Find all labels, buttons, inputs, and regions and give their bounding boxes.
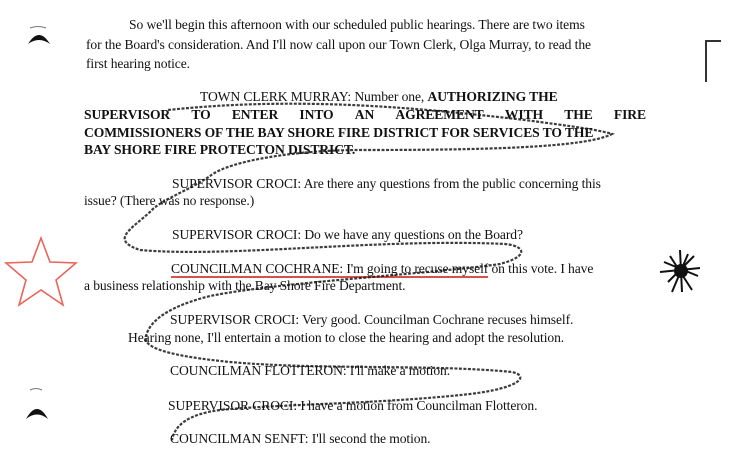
notice-word: INTO (299, 107, 334, 122)
cochrane-line-1 (171, 261, 593, 276)
clerk-line-3: COMMISSIONERS OF THE BAY SHORE FIRE DISTRICT FOR SERVICES TO THE (84, 125, 594, 140)
notice-word: FIRE (613, 107, 646, 122)
croci-line-3b: Hearing none, I'll entertain a motion to close the hearing and adopt the resolution. (128, 330, 565, 345)
star-icon (6, 238, 76, 305)
croci-line-1a: SUPERVISOR CROCI: Are there any questions from the public concerning this (172, 176, 601, 191)
croci-line-1b: issue? (There was no response.) (84, 193, 255, 208)
margin-bracket (705, 40, 721, 82)
notice-word: AGREEMENT (395, 107, 484, 122)
notice-word: WITH (504, 107, 544, 122)
notice-word: ENTER (231, 107, 279, 122)
hole-punch-icon (24, 385, 50, 425)
clerk-speaker: TOWN CLERK MURRAY: Number one, (200, 89, 428, 104)
notice-word: TO (191, 107, 211, 122)
croci-line-4: SUPERVISOR CROCI: I have a motion from Councilman Flotteron. (168, 398, 538, 413)
intro-line-1: So we'll begin this afternoon with our scheduled public hearings. There are two items (129, 17, 585, 32)
cochrane-underlined: COUNCILMAN COCHRANE: I'm going to recuse myself (171, 261, 489, 276)
croci-line-3a: SUPERVISOR CROCI: Very good. Councilman Cochrane recuses himself. (170, 312, 574, 327)
notice-word: AN (354, 107, 375, 122)
clerk-line-2 (84, 107, 646, 122)
notice-word: SUPERVISOR (84, 107, 171, 122)
scribble-burst-icon (660, 250, 700, 292)
croci-line-2: SUPERVISOR CROCI: Do we have any questions on the Board? (172, 227, 523, 242)
senft-line: COUNCILMAN SENFT: I'll second the motion. (170, 431, 431, 446)
notice-word: THE (564, 107, 593, 122)
cochrane-rest: on this vote. I have (488, 261, 594, 276)
clerk-notice-title: AUTHORIZING THE (427, 89, 558, 104)
clerk-line-1 (200, 89, 558, 104)
intro-line-2: for the Board's consideration. And I'll now call upon our Town Clerk, Olga Murray, to read the (86, 37, 591, 52)
intro-line-3: first hearing notice. (86, 56, 190, 71)
hole-punch-icon (26, 24, 52, 48)
cochrane-line-2: a business relationship with the Bay Shore Fire Department. (84, 278, 406, 293)
clerk-line-4: BAY SHORE FIRE PROTECTON DISTRICT. (84, 142, 356, 157)
flotteron-line: COUNCILMAN FLOTTERON: I'll make a motion. (170, 363, 451, 378)
